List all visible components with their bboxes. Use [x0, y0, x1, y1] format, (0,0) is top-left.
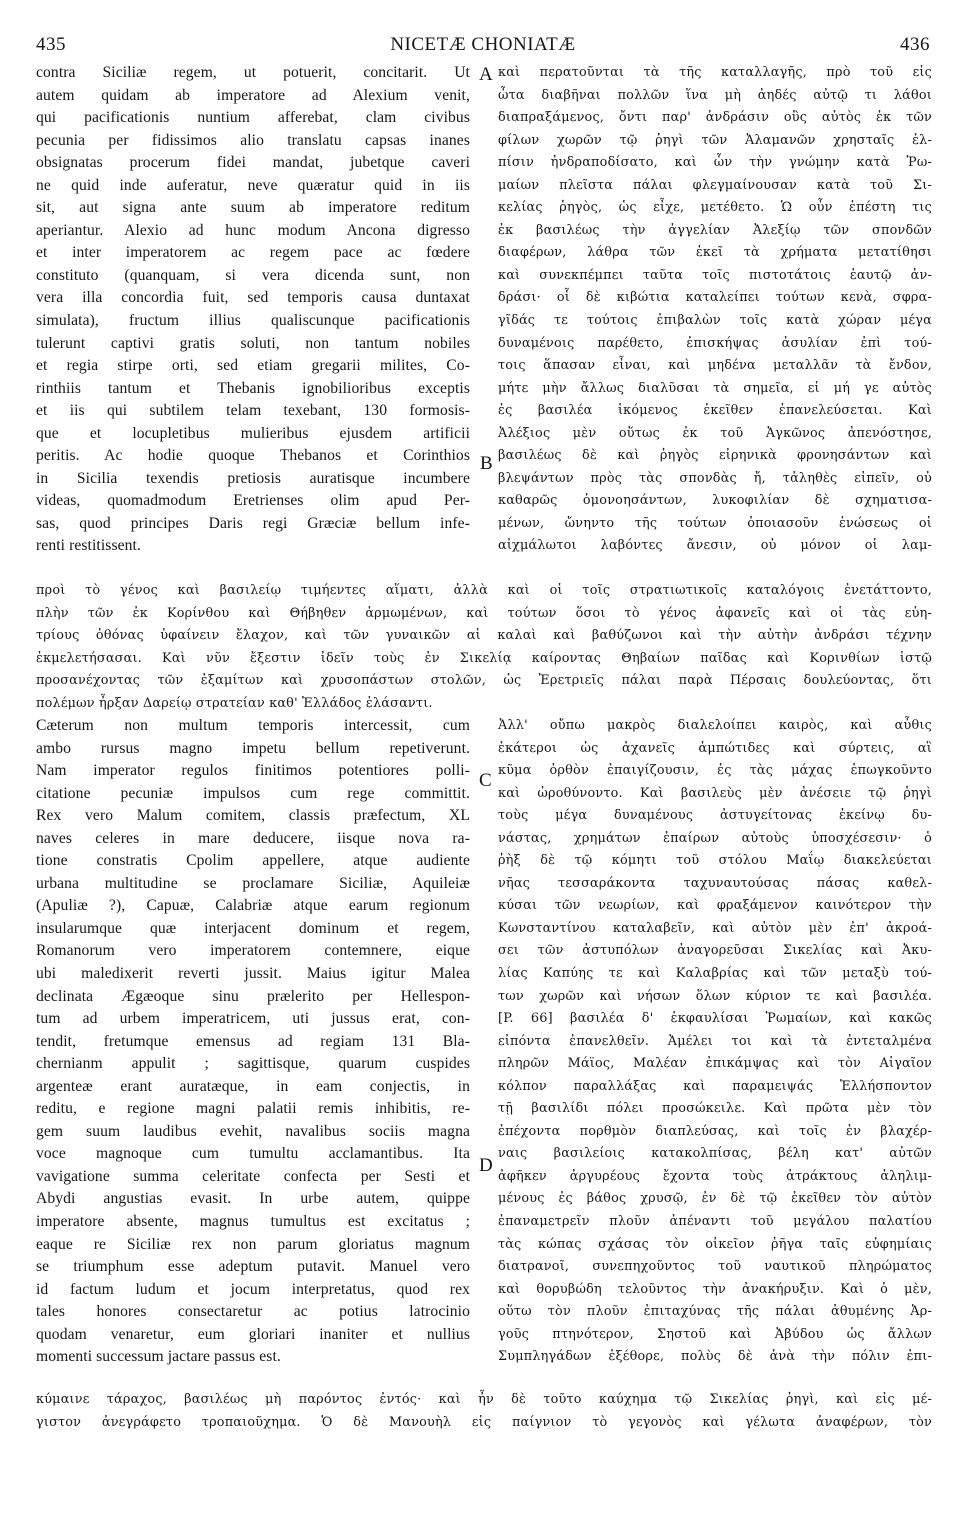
text-line: aperiantur. Alexio ad hunc modum Ancona digresso — [36, 221, 470, 239]
text-line: ubi maledixerit reverti jussit. Maius igitur Malea — [36, 965, 470, 983]
text-line: que et locupletibus mulieribus ejusdem artificii — [36, 424, 470, 442]
page-number-left: 435 — [36, 34, 66, 55]
page-number-right: 436 — [900, 34, 930, 55]
text-line: εἰπόντα ἐπανελθεῖν. Ἀμέλει τοι καὶ τὰ ἐντεταλμένα — [498, 1033, 932, 1049]
text-line: Rex vero Malum comitem, classis præfectum, XL — [36, 807, 470, 825]
text-line: νάστας, χρημάτων ἐπαίρων αὐτοὺς ὑποσχέσεσιν· ὁ — [498, 830, 932, 846]
text-line: φίλων χωρῶν τῷ ῥηγὶ τῶν Ἀλαμανῶν χρησταῖς ἐλ- — [498, 132, 932, 148]
text-line: μένων, ὤνηντο τῆς τούτων ὁποιασοῦν ἑνώσεως οἱ — [498, 515, 932, 531]
text-line: τῇ βασιλίδι πόλει προσώκειλε. Καὶ πρῶτα μὲν τὸν — [498, 1101, 932, 1117]
text-line: chernianm appulit ; sagittisque, quarum cuspides — [36, 1055, 470, 1073]
text-line: γῖδάς τε τούτοις ἐπιβαλὼν τοῖς κατὰ χώραν μέγα — [498, 313, 932, 329]
text-line: Abydi angustias evasit. In urbe autem, quippe — [36, 1190, 470, 1208]
text-line: μαίων πλεῖστα πάλαι φλεγμαίνουσαν κατὰ τοῦ Σι- — [498, 177, 932, 193]
section-marker-b: B — [480, 453, 493, 474]
text-line: urbana multitudine se proclamare Siciliæ, Aquileiæ — [36, 874, 470, 892]
text-line: ἑκάτεροι ὡς ἀχανεῖς ἀμπώτιδες καὶ σύρτεις, αἳ — [498, 740, 932, 756]
text-line: σει τῶν ἀστυπόλων ἀναγορεῦσαι Σικελίας καὶ Ἀκυ- — [498, 943, 932, 959]
text-line: ἐπέχοντα πορθμὸν διαπλεύσας, καὶ τοῖς ἐν βλαχέρ- — [498, 1123, 932, 1139]
text-line: obsignatas procerum fidei mandat, jubetque caveri — [36, 154, 470, 172]
text-line: ἐκ βασιλέως τὴν ἀγγελίαν Ἀλεξίῳ τῶν σπονδῶν — [498, 222, 932, 238]
text-line: constituto (quanquam, si vera dicenda sunt, non — [36, 266, 470, 284]
text-line: Romanorum vero imperatorem contemnere, eique — [36, 942, 470, 960]
text-line: vera illa concordia fuit, sed temporis causa duntaxat — [36, 289, 470, 307]
text-line: reditu, e regione magni palatii remis inhibitis, re- — [36, 1100, 470, 1118]
text-line: τρίους ὀθόνας ὑφαίνειν ἔλαχον, καὶ τῶν γυναικῶν αἱ καλαὶ καὶ βαθύζωνοι καὶ τὴν αὐτὴν ἀνδράσι τέχνην — [36, 628, 932, 644]
text-line: qui pacificationis nuntium afferebat, clam civibus — [36, 109, 470, 127]
text-line: ῥὴξ δὲ τῷ κόμητι τοῦ στόλου Μαΐῳ διακελεύεται — [498, 853, 932, 869]
text-line: Nam imperator regulos finitimos potentiores polli- — [36, 762, 470, 780]
text-line: id factum ludum et jocum interpretatus, quod rex — [36, 1280, 470, 1298]
text-line: [P. 66] βασιλέα δ' ἐκφαυλίσαι Ῥωμαίων, καὶ κακῶς — [498, 1011, 932, 1027]
text-line: κελίας ῥηγὸς, ὡς εἶχε, μετέθετο. Ὡ οὖν ἐπέστη τις — [498, 200, 932, 216]
text-line: ambo rursus magno impetu bellum repetiverunt. — [36, 739, 470, 757]
text-line: rinthiis tantum et Thebanis ignobilioribus exceptis — [36, 379, 470, 397]
text-line: Cæterum non multum temporis intercessit, cum — [36, 717, 470, 734]
text-line: peritis. Ac hodie quoque Thebanos et Corinthios — [36, 447, 470, 465]
latin-column-upper — [36, 62, 470, 558]
text-line: μήτε μὴν ἄλλως διαλῦσαι τὰ σημεῖα, εἰ μή γε αὐτὸς — [498, 380, 932, 396]
text-line: et iis qui subtilem telam texebant, 130 formosis- — [36, 402, 470, 420]
text-line: Συμπληγάδων ἐξέθορε, πολὺς δὲ ἀνὰ τὴν πόλιν ἐπι- — [498, 1349, 932, 1365]
text-line: ne quid inde auferatur, neve quæratur quid in iis — [36, 176, 470, 194]
text-line: ἐπαναμετρεῖν πλοῦν ἀπέναντι τοῦ μεγάλου παλατίου — [498, 1214, 932, 1230]
latin-column-lower — [36, 715, 470, 1369]
text-line: naves celeres in mare deducere, iisque nova ra- — [36, 829, 470, 847]
text-line: pecunia per fidissimos alio translatu capsas inanes — [36, 131, 470, 149]
text-line: vavigatione summa celeritate confecta per Sesti et — [36, 1167, 470, 1185]
text-line: simulata), fructum illius qualiscunque pacificationis — [36, 312, 470, 330]
text-line: κῦμα ὀρθὸν ἐπαιγίζουσιν, ἐς τὰς μάχας ἐπωγκοῦντο — [498, 763, 932, 779]
text-line: ὦτα διαβῆναι πολλῶν ἵνα μὴ ἀηδές αὐτῷ τι λάθοι — [498, 87, 932, 103]
text-line: δράσι· οἷ δὲ κιβώτια καταλείπει τούτων κενὰ, σφρα- — [498, 290, 932, 306]
text-line: ἐκμελετήσασαι. Καὶ νῦν ἔξεστιν ἰδεῖν τοὺς ἐν Σικελίᾳ καίροντας Θηβαίων παῖδας καὶ Κορινθίων ἱστῷ — [36, 650, 932, 666]
section-marker-c: C — [479, 770, 492, 791]
running-head — [36, 34, 930, 58]
text-line: αἰχμάλωτοι λαβόντες ἄνεσιν, οὐ μόνον οἱ λαμ- — [498, 538, 932, 554]
text-line: contra Siciliæ regem, ut potuerit, concitarit. Ut — [36, 64, 470, 81]
text-line: renti restitissent. — [36, 537, 141, 555]
text-line: πίσιν ἠνδραποδίσατο, καὶ ὧν τὴν γνώμην κατὰ Ῥω- — [498, 155, 932, 171]
text-line: autem quidam ab imperatore ad Alexium venit, — [36, 86, 470, 104]
text-line: προσανέχοντας τῶν ἐξαμίτων καὶ χρυσοπάστων στολῶν, ὡς Ἐρετριεῖς πάλαι παρὰ Πέρσαις δουλεύοντας, ὅτι — [36, 673, 932, 689]
text-line: momenti successum jactare passus est. — [36, 1348, 281, 1366]
text-line: tales honores consectaretur ac potius latrocinio — [36, 1303, 470, 1321]
running-title: NICETÆ CHONIATÆ — [390, 34, 576, 55]
greek-full-width-block-2 — [36, 1389, 932, 1434]
greek-full-width-block-1 — [36, 580, 932, 715]
text-line: πληρῶν Μάϊος, Μαλέαν ἐπικάμψας καὶ τὸν Αἰγαῖον — [498, 1056, 932, 1072]
text-line: καὶ θορυβώδη τελοῦντος τὴν ἀνακήρυξιν. Καὶ ὁ μὲν, — [498, 1281, 932, 1297]
text-line: argenteæ erant auratæque, in eam conjectis, in — [36, 1077, 470, 1095]
text-line: διαπραξάμενος, ὄντι παρ' ἀνδράσιν οὓς αὐτὸς ἐκ τῶν — [498, 110, 932, 126]
text-line: διαφέρων, λάθρα τῶν ἐκεῖ τὰ χρήματα μετατίθησι — [498, 245, 932, 261]
text-line: imperatore absente, magnus tumultus est excitatus ; — [36, 1213, 470, 1231]
text-line: μένους ἐς βάθος χρυσῷ, ἐν δὲ τῷ ἐκεῖθεν τὸν αὐτὸν — [498, 1191, 932, 1207]
text-line: eaque re Siciliæ rex non parum gloriatus magnum — [36, 1235, 470, 1253]
text-line: Κωνσταντίνου καταλαβεῖν, καὶ αὐτὸν μὲν ἐπ' ἀκροά- — [498, 920, 932, 936]
greek-column-upper — [498, 62, 932, 558]
text-line: quodam venaretur, eum gloriari inaniter et nullius — [36, 1325, 470, 1343]
text-line: δυναμένοις παρέθετο, ἐπισκήψας ἀσυλίαν ἐπὶ τού- — [498, 335, 932, 351]
text-line: ἐς βασιλέα ἱκόμενος ἐκεῖθεν ἐπανελεύσεται. Καὶ — [498, 403, 932, 419]
text-line: τὰς κώπας σχάσας τὸν οἰκεῖον ῥῆγα ταῖς εὐφημίαις — [498, 1236, 932, 1252]
text-line: κύσαι τῶν νεωρίων, καὶ φραξάμενον καινότερον τὴν — [498, 898, 932, 914]
text-line: tulerunt captivi gratis soluti, non tantum nobiles — [36, 334, 470, 352]
text-line: των χωρῶν καὶ νήσων ὅλων κύριον τε καὶ βασιλέα. — [498, 988, 932, 1004]
text-line: sit, aut signa ante suum ab imperatore reditum — [36, 199, 470, 217]
text-line: λίας Καπύης τε καὶ Καλαβρίας καὶ τῶν μεταξὺ τού- — [498, 966, 932, 982]
text-line: βλεψάντων πρὸς τὰς σπονδὰς ἤ, τἀληθὲς εἰπεῖν, οὐ — [498, 470, 932, 486]
text-line: Ἀλλ' οὔπω μακρὸς διαλελοίπει καιρὸς, καὶ αὖθις — [498, 718, 932, 733]
text-line: videas, quomadmodum Eretrienses olim apud Per- — [36, 492, 470, 510]
text-line: sas, quod principes Daris regi Græciæ bellum infe- — [36, 514, 470, 532]
text-line: καὶ περατοῦνται τὰ τῆς καταλλαγῆς, πρὸ τοῦ εἰς — [498, 65, 932, 80]
text-line: Ἀλέξιος μὲν οὕτως ἐκ τοῦ Ἀγκῶνος ἀπενόστησε, — [498, 425, 932, 441]
text-line: καθαρῶς ὁμονοησάντων, λυκοφιλίαν δὲ σχηματισα- — [498, 493, 932, 509]
text-line: in Sicilia texendis pretiosis auratisque incumbere — [36, 469, 470, 487]
text-line: τοις ἅπασαν εἶναι, καὶ μηδένα μεταλλᾶν τὰ ἔνδον, — [498, 358, 932, 374]
text-line: κόλπον παραλλάξας καὶ παραμειψάς Ἑλλήσποντον — [498, 1078, 932, 1094]
text-line: γιστον ἀνεγράφετο τροπαιοῦχημα. Ὁ δὲ Μανουὴλ εἰς παίγνιον τὸ γεγονὸς καὶ γέλωτα ἀναφέρων, τὸν — [36, 1414, 932, 1430]
text-line: se triumphum esse adeptum putavit. Manuel vero — [36, 1258, 470, 1276]
text-line: καὶ ὠροθύνοντο. Καὶ βασιλεὺς μὲν ἀνέσειε τῷ ῥηγὶ — [498, 785, 932, 801]
greek-column-lower — [498, 715, 932, 1369]
text-line: tendit, fretumque emensus ad regiam 131 Bla- — [36, 1032, 470, 1050]
text-line: tione constratis Cpolim appellere, atque audiente — [36, 852, 470, 870]
text-line: διατρανοῖ, συνεπηχοῦντος τοῦ ναυτικοῦ πληρώματος — [498, 1259, 932, 1275]
text-line: οὕτω τὸν πλοῦν ἐπιταχύνας τῆς πάλαι ἀθυμένης Ἀρ- — [498, 1304, 932, 1320]
text-line: insularumque quæ interjacent dominum et regem, — [36, 919, 470, 937]
text-line: gem suum laudibus evehit, navalibus sociis magna — [36, 1122, 470, 1140]
text-line: et inter imperatorem ac regem pace ac fœdere — [36, 244, 470, 262]
text-line: πλὴν τῶν ἐκ Κορίνθου καὶ Θήβηθεν ἁρμωμένων, καὶ τούτων ὅσοι τὸ γένος ἀφανεῖς καὶ οἱ τὰς εὐη- — [36, 605, 932, 621]
text-line: τοὺς μέγα δυναμένους ἀστυγείτονας ἐκείνῳ δυ- — [498, 808, 932, 824]
text-line: γοῦς πτηνότερον, Σηστοῦ καὶ Ἀβύδου ὡς ἄλλων — [498, 1326, 932, 1342]
section-marker-a: A — [479, 64, 493, 85]
text-line: citatione pecuniæ impulsos cum rege committit. — [36, 784, 470, 802]
text-line: (Apuliæ ?), Capuæ, Calabriæ atque earum regionum — [36, 897, 470, 915]
text-line: κύμαινε τάραχος, βασιλέως μὴ παρόντος ἐντός· καὶ ἦν δὲ τοῦτο καύχημα τῷ Σικελίας ῥηγὶ, καὶ εἰς μέ- — [36, 1392, 932, 1407]
text-line: ἀφῆκεν ἀργυρέους ἔχοντα τοὺς ἀτράκτους ἀληλιμ- — [498, 1168, 932, 1184]
section-marker-d: D — [479, 1155, 493, 1176]
text-line: καὶ συνεκπέμπει ταῦτα τοῖς πιστοτάτοις ἑαυτῷ ἀν- — [498, 267, 932, 283]
text-line: νῆας τεσσαράκοντα ταχυναυτούσας πάσας καθελ- — [498, 875, 932, 891]
text-line: βασιλέως δὲ καὶ ῥηγὸς εἰρηνικὰ φρονησάντων καὶ — [498, 448, 932, 464]
text-line: et regia stirpe orti, sed etiam gregarii milites, Co- — [36, 357, 470, 375]
text-line: πολέμων ἦρξαν Δαρείῳ στρατείαν καθ' Ἑλλάδος ἐλάσαντι. — [36, 695, 433, 711]
text-line: declinata Ægæoque sinu prælerito per Hellespon- — [36, 987, 470, 1005]
text-line: voce magnoque cum tumultu acclamantibus. Ita — [36, 1145, 470, 1163]
text-line: προὶ τὸ γένος καὶ βασιλείῳ τιμήεντες αἵματι, ἀλλὰ καὶ οἱ τοῖς στρατιωτικοῖς καταλόγοις ἐνετάττοντο, — [36, 583, 932, 598]
text-line: ναις βασιλείοις κατακολπίσας, βέλη κατ' αὐτῶν — [498, 1146, 932, 1162]
text-line: tum ad urbem imperatricem, uti jussus erat, con- — [36, 1010, 470, 1028]
